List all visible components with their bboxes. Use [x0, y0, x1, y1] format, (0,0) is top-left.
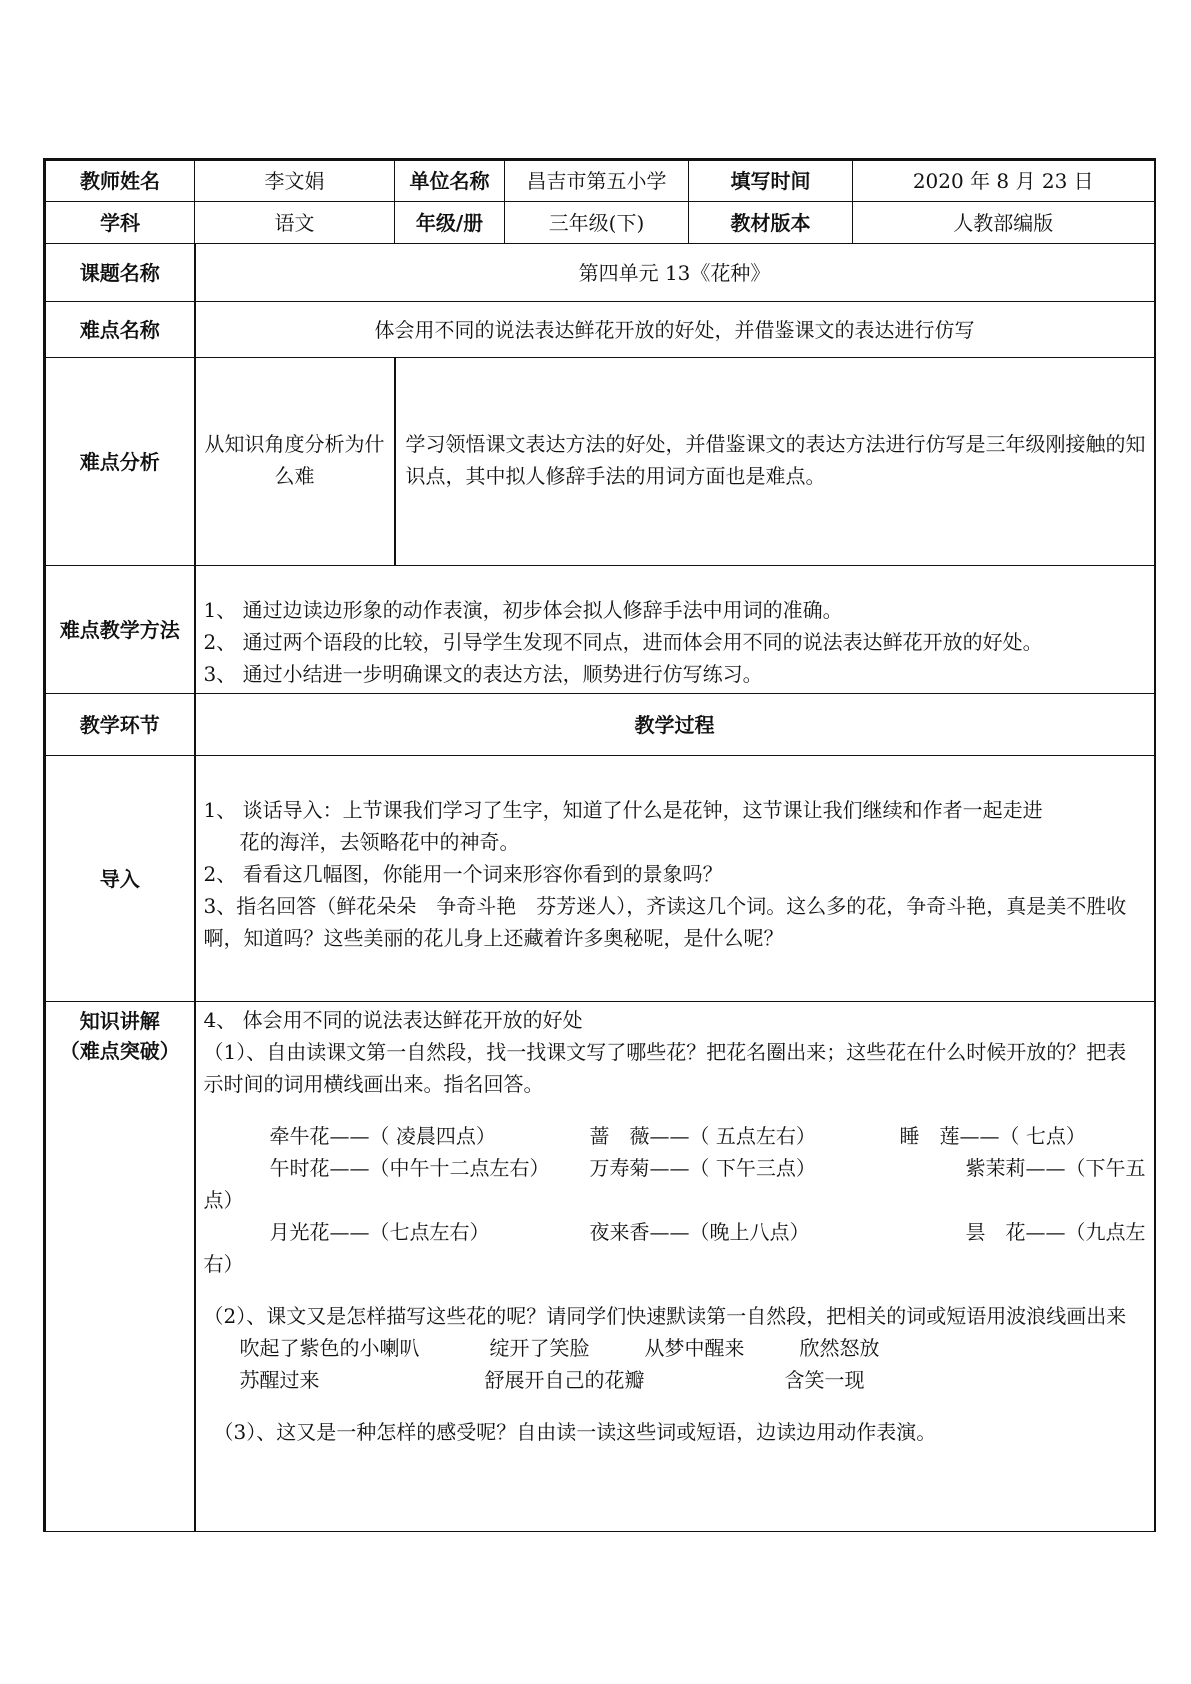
process-header-row: [45, 694, 1155, 756]
phrase-item: 含笑一现: [784, 1368, 865, 1392]
difficulty-label: 难点名称: [45, 302, 195, 358]
methods-row: [45, 566, 1155, 694]
analysis-text: 学习领悟课文表达方法的好处，并借鉴课文的表达方法进行仿写是三年级刚接触的知识点，其中拟人修辞手法的用词方面也是难点。: [395, 358, 1155, 566]
flower-row-1: [204, 1120, 1146, 1152]
edition-label: 教材版本: [689, 202, 853, 244]
flower-tail-1: 点）: [203, 1188, 244, 1212]
methods-label: 难点教学方法: [45, 566, 195, 694]
knowledge-q1: （1）、自由读课文第一自然段，找一找课文写了哪些花？把花名圈出来；这些花在什么时候开放的？把表示时间的词用横线画出来。指名回答。: [203, 1040, 1127, 1096]
phrase-row-1: [204, 1332, 1146, 1364]
knowledge-content: [195, 1002, 1155, 1532]
flower-item: 牵牛花——（ 凌晨四点）: [269, 1124, 496, 1148]
header-row-1: [45, 160, 1155, 202]
method-item-3: 3、 通过小结进一步明确课文的表达方法，顺势进行仿写练习。: [203, 662, 763, 686]
phrase-item: 从梦中醒来: [644, 1336, 745, 1360]
teacher-name: 李文娟: [195, 160, 395, 202]
analysis-sub-label: 从知识角度分析为什么难: [195, 358, 395, 566]
edition: 人教部编版: [853, 202, 1155, 244]
knowledge-label: [45, 1002, 195, 1532]
methods-content: [195, 566, 1155, 694]
flower-tail-2: 右）: [203, 1252, 244, 1276]
intro-content: [195, 756, 1155, 1002]
flower-item: 紫茉莉——（下午五: [965, 1156, 1146, 1180]
difficulty-row: [45, 302, 1155, 358]
intro-p3: 3、指名回答（鲜花朵朵 争奇斗艳 芬芳迷人），齐读这几个词。这么多的花，争奇斗艳，真是美不胜收啊，知道吗？这些美丽的花儿身上还藏着许多奥秘呢，是什么呢？: [203, 894, 1127, 950]
phrase-item: 吹起了紫色的小喇叭: [239, 1336, 420, 1360]
intro-p1a: 1、 谈话导入：上节课我们学习了生字，知道了什么是花钟，这节课让我们继续和作者一起走进: [203, 798, 1043, 822]
flower-item: 夜来香——（晚上八点）: [589, 1220, 810, 1244]
intro-row: [45, 756, 1155, 1002]
knowledge-q3: （3）、这又是一种怎样的感受呢？自由读一读这些词或短语，边读边用动作表演。: [213, 1420, 937, 1444]
process-stage-label: 教学环节: [45, 694, 195, 756]
flower-item: 蔷 薇——（ 五点左右）: [589, 1124, 816, 1148]
difficulty-value: 体会用不同的说法表达鲜花开放的好处，并借鉴课文的表达进行仿写: [195, 302, 1155, 358]
knowledge-label-1: 知识讲解: [79, 1009, 160, 1033]
fill-date: 2020 年 8 月 23 日: [853, 160, 1155, 202]
process-label: 教学过程: [195, 694, 1155, 756]
flower-item: 睡 莲——（ 七点）: [899, 1124, 1086, 1148]
knowledge-q2: （2）、课文又是怎样描写这些花的呢？请同学们快速默读第一自然段，把相关的词或短语用波浪线画出来: [203, 1304, 1127, 1328]
header-row-2: [45, 202, 1155, 244]
phrase-item: 苏醒过来: [239, 1368, 320, 1392]
topic-label: 课题名称: [45, 244, 195, 302]
knowledge-label-2: （难点突破）: [59, 1039, 180, 1063]
method-item-2: 2、 通过两个语段的比较，引导学生发现不同点，进而体会用不同的说法表达鲜花开放的好处。: [203, 630, 1043, 654]
phrase-item: 舒展开自己的花瓣: [484, 1368, 645, 1392]
phrase-item: 绽开了笑脸: [489, 1336, 590, 1360]
analysis-label: 难点分析: [45, 358, 195, 566]
flower-row-2: [204, 1152, 1146, 1184]
unit-label: 单位名称: [395, 160, 505, 202]
grade: 三年级(下): [505, 202, 689, 244]
topic-value: 第四单元 13《花种》: [195, 244, 1155, 302]
intro-p2: 2、 看看这几幅图，你能用一个词来形容你看到的景象吗？: [203, 862, 723, 886]
teacher-label: 教师姓名: [45, 160, 195, 202]
flower-item: 月光花——（七点左右）: [269, 1220, 490, 1244]
flower-item: 午时花——（中午十二点左右）: [269, 1156, 550, 1180]
intro-label: 导入: [45, 756, 195, 1002]
knowledge-p4: 4、 体会用不同的说法表达鲜花开放的好处: [203, 1008, 583, 1032]
phrase-row-2: [204, 1364, 1146, 1396]
unit-name: 昌吉市第五小学: [505, 160, 689, 202]
knowledge-row: [45, 1002, 1155, 1532]
intro-p1b: 花的海洋，去领略花中的神奇。: [239, 830, 520, 854]
method-item-1: 1、 通过边读边形象的动作表演，初步体会拟人修辞手法中用词的准确。: [203, 598, 843, 622]
flower-item: 万寿菊——（ 下午三点）: [589, 1156, 816, 1180]
flower-item: 昙 花——（九点左: [965, 1220, 1146, 1244]
date-label: 填写时间: [689, 160, 853, 202]
subject: 语文: [195, 202, 395, 244]
subject-label: 学科: [45, 202, 195, 244]
phrase-item: 欣然怒放: [799, 1336, 880, 1360]
analysis-row: [45, 358, 1155, 566]
flower-row-3: [204, 1216, 1146, 1248]
lesson-plan-table: [43, 158, 1156, 1532]
topic-row: [45, 244, 1155, 302]
grade-label: 年级/册: [395, 202, 505, 244]
